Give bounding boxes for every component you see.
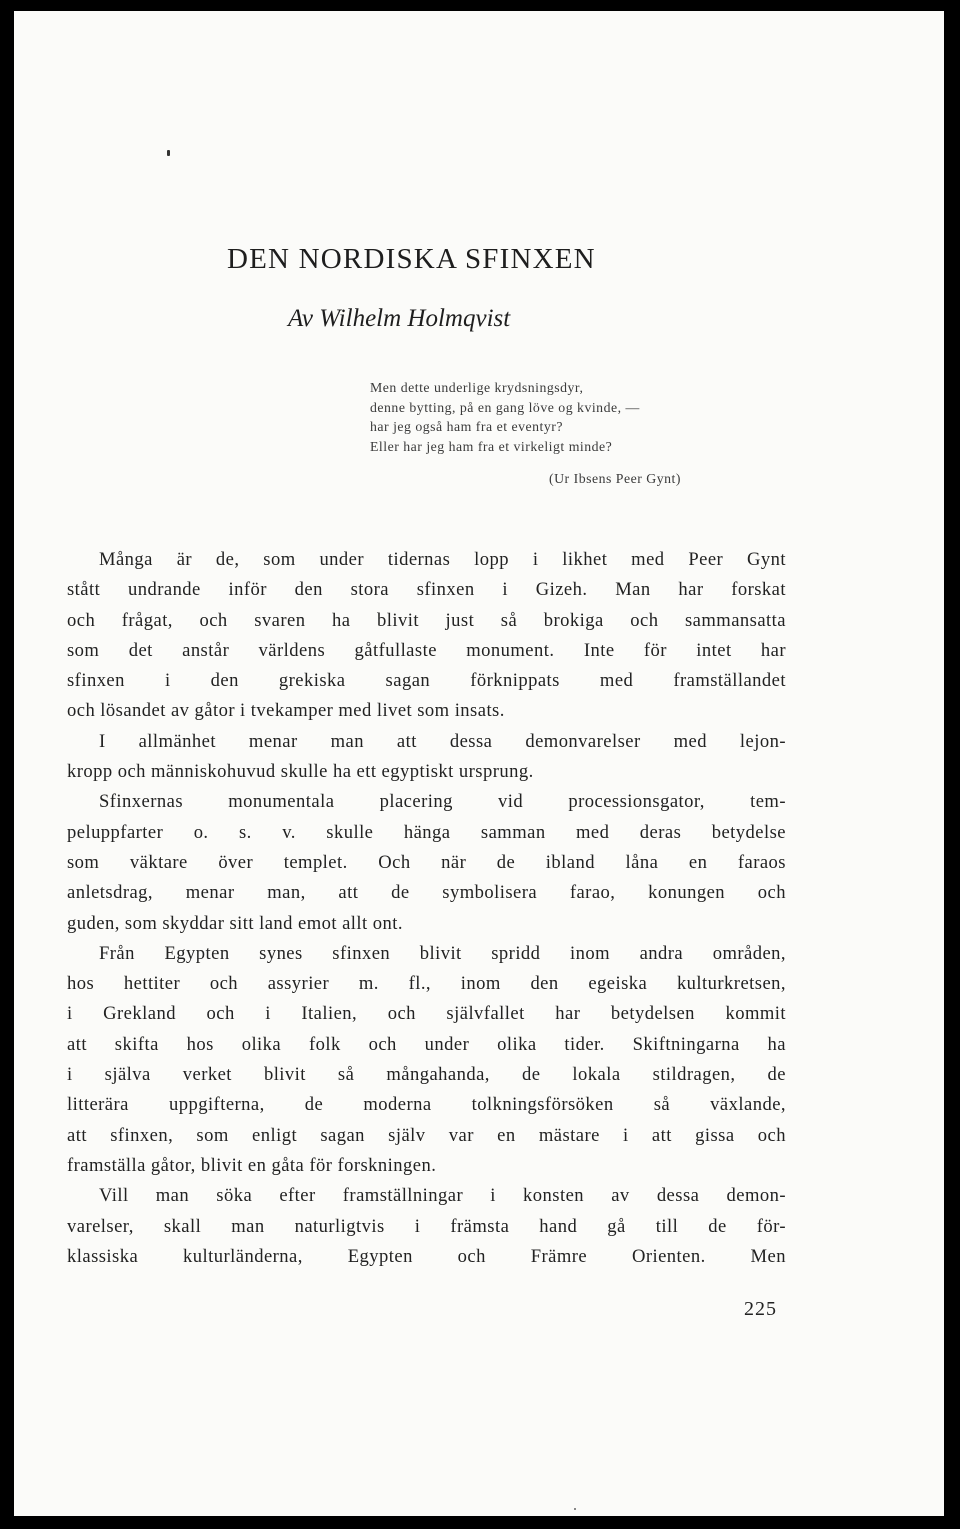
epigraph — [370, 378, 681, 489]
body-text — [67, 545, 786, 1272]
body-line: som väktare över templet. Och när de ibland låna en faraos — [67, 851, 786, 873]
body-line: i själva verket blivit så mångahanda, de lokala stildragen, de — [67, 1064, 786, 1086]
body-line: hos hettiter och assyrier m. fl., inom den egeiska kulturkretsen, — [67, 973, 786, 995]
body-line: stått undrande inför den stora sfinxen i Gizeh. Man har forskat — [67, 579, 786, 601]
body-line: kropp och människohuvud skulle ha ett egyptiskt ursprung. — [67, 761, 534, 783]
body-line: som det anstår världens gåtfullaste monument. Inte för intet har — [67, 639, 786, 661]
body-line: Många är de, som under tidernas lopp i likhet med Peer Gynt — [99, 549, 786, 570]
body-line: sfinxen i den grekiska sagan förknippats med framställandet — [67, 670, 786, 692]
body-line: Vill man söka efter framställningar i konsten av dessa demon- — [99, 1185, 786, 1207]
body-line: och lösandet av gåtor i tvekamper med livet som insats. — [67, 700, 505, 722]
article-byline: Av Wilhelm Holmqvist — [288, 305, 511, 332]
page-number: 225 — [744, 1298, 777, 1320]
body-line: guden, som skyddar sitt land emot allt ont. — [67, 912, 403, 934]
epigraph-line: Eller har jeg ham fra et virkeligt minde? — [370, 438, 613, 454]
body-line: peluppfarter o. s. v. skulle hänga samman med deras betydelse — [67, 821, 786, 843]
ink-speck — [167, 150, 170, 156]
ink-speck — [574, 1508, 576, 1510]
body-line: att sfinxen, som enligt sagan själv var en mästare i att gissa och — [67, 1124, 786, 1146]
epigraph-line: denne bytting, på en gang löve og kvinde, — — [370, 399, 640, 415]
body-line: Sfinxernas monumentala placering vid processionsgator, tem- — [99, 791, 786, 813]
article-title: DEN NORDISKA SFINXEN — [227, 243, 596, 275]
body-line: att skifta hos olika folk och under olika tider. Skiftningarna ha — [67, 1033, 786, 1055]
body-line: framställa gåtor, blivit en gåta för forskningen. — [67, 1154, 437, 1176]
epigraph-attribution: (Ur Ibsens Peer Gynt) — [549, 471, 681, 486]
body-line: I allmänhet menar man att dessa demonvarelser med lejon- — [99, 730, 786, 752]
body-line: anletsdrag, menar man, att de symbolisera farao, konungen och — [67, 882, 786, 904]
epigraph-line: har jeg også ham fra et eventyr? — [370, 419, 563, 434]
body-line: och frågat, och svaren ha blivit just så brokiga och sammansatta — [67, 609, 786, 631]
epigraph-line: Men dette underlige krydsningsdyr, — [370, 380, 584, 395]
body-line: varelser, skall man naturligtvis i främsta hand gå till de för- — [67, 1215, 786, 1237]
body-line: klassiska kulturländerna, Egypten och Främre Orienten. Men — [67, 1245, 786, 1267]
body-line: Från Egypten synes sfinxen blivit spridd inom andra områden, — [99, 942, 786, 964]
body-line: litterära uppgifterna, de moderna tolkningsförsöken så växlande, — [67, 1094, 786, 1116]
body-line: i Grekland och i Italien, och självfallet har betydelsen kommit — [67, 1003, 786, 1025]
